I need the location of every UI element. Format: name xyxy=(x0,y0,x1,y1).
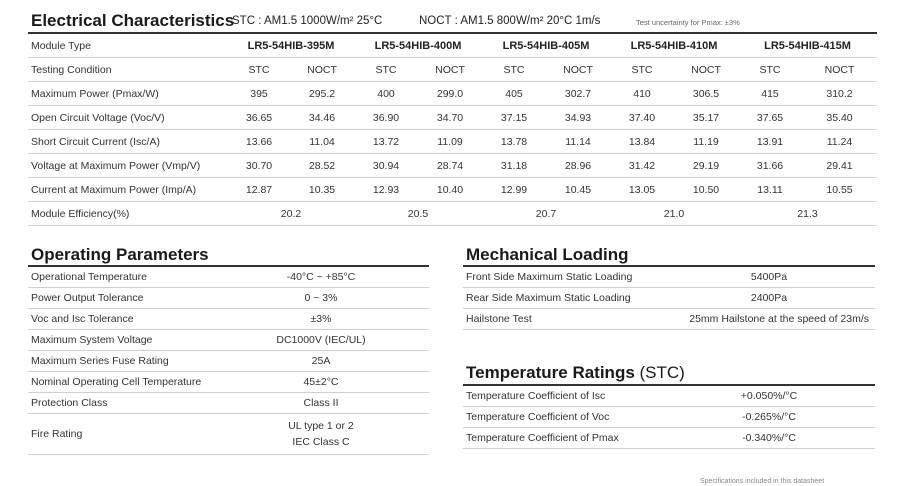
cell-value: 11.19 xyxy=(674,130,738,154)
cell-value: 34.70 xyxy=(418,106,482,130)
cell-value: 28.52 xyxy=(290,154,354,178)
model-name: LR5-54HIB-400M xyxy=(354,33,482,58)
noct-header: NOCT xyxy=(546,58,610,82)
model-name: LR5-54HIB-415M xyxy=(738,33,877,58)
cell-value: 30.94 xyxy=(354,154,418,178)
stc-header: STC xyxy=(610,58,674,82)
noct-condition: NOCT : AM1.5 800W/m² 20°C 1m/s xyxy=(419,15,601,27)
electrical-table xyxy=(28,32,877,226)
table-row xyxy=(28,178,877,202)
temperature-title-suffix: (STC) xyxy=(639,363,685,382)
cell-value: 12.87 xyxy=(228,178,290,202)
cell-value: 13.72 xyxy=(354,130,418,154)
cell-value: 13.11 xyxy=(738,178,802,202)
cell-value: 10.35 xyxy=(290,178,354,202)
footer-note: Specifications included in this datasheet xyxy=(700,478,825,485)
cell-value: 295.2 xyxy=(290,82,354,106)
cell-value: 10.40 xyxy=(418,178,482,202)
cell-value: 35.40 xyxy=(802,106,877,130)
stc-header: STC xyxy=(228,58,290,82)
cell-value: 35.17 xyxy=(674,106,738,130)
table-row xyxy=(28,82,877,106)
cell-value: 36.90 xyxy=(354,106,418,130)
cell-value: 10.45 xyxy=(546,178,610,202)
cell-value: 37.65 xyxy=(738,106,802,130)
row-label: Power Output Tolerance xyxy=(28,288,213,309)
row-value: -40°C ~ +85°C xyxy=(213,266,429,288)
fire-rating-row xyxy=(28,414,429,455)
table-row xyxy=(28,266,429,288)
cell-value: 12.99 xyxy=(482,178,546,202)
table-row xyxy=(463,309,875,330)
noct-header: NOCT xyxy=(674,58,738,82)
cell-value: 29.19 xyxy=(674,154,738,178)
row-label: Temperature Coefficient of Voc xyxy=(463,407,663,428)
cell-value: 13.05 xyxy=(610,178,674,202)
table-row xyxy=(28,330,429,351)
cell-value: 410 xyxy=(610,82,674,106)
cell-value: 31.42 xyxy=(610,154,674,178)
cell-value: 29.41 xyxy=(802,154,877,178)
row-label: Maximum Series Fuse Rating xyxy=(28,351,213,372)
row-label: Protection Class xyxy=(28,393,213,414)
noct-header: NOCT xyxy=(802,58,877,82)
cell-value: 34.46 xyxy=(290,106,354,130)
operating-title: Operating Parameters xyxy=(31,245,209,264)
testing-condition-row xyxy=(28,58,877,82)
row-label: Current at Maximum Power (Imp/A) xyxy=(28,178,228,202)
table-row xyxy=(463,428,875,449)
row-label: Maximum System Voltage xyxy=(28,330,213,351)
table-row xyxy=(28,393,429,414)
cell-value: 36.65 xyxy=(228,106,290,130)
row-label: Open Circuit Voltage (Voc/V) xyxy=(28,106,228,130)
row-label: Operational Temperature xyxy=(28,266,213,288)
table-row xyxy=(28,130,877,154)
row-value: 2400Pa xyxy=(663,288,875,309)
testing-condition-label: Testing Condition xyxy=(28,58,228,82)
efficiency-value: 20.7 xyxy=(482,202,610,226)
cell-value: 28.96 xyxy=(546,154,610,178)
row-value: DC1000V (IEC/UL) xyxy=(213,330,429,351)
row-value: ±3% xyxy=(213,309,429,330)
table-row xyxy=(28,106,877,130)
efficiency-value: 21.3 xyxy=(738,202,877,226)
cell-value: 11.09 xyxy=(418,130,482,154)
cell-value: 11.14 xyxy=(546,130,610,154)
fire-rating-line: IEC Class C xyxy=(292,436,350,448)
cell-value: 310.2 xyxy=(802,82,877,106)
row-value: -0.340%/°C xyxy=(663,428,875,449)
fire-rating-label: Fire Rating xyxy=(28,414,213,455)
cell-value: 13.91 xyxy=(738,130,802,154)
table-row xyxy=(463,407,875,428)
row-label: Short Circuit Current (Isc/A) xyxy=(28,130,228,154)
stc-header: STC xyxy=(354,58,418,82)
row-value: 45±2°C xyxy=(213,372,429,393)
row-value: 25A xyxy=(213,351,429,372)
cell-value: 11.04 xyxy=(290,130,354,154)
cell-value: 37.40 xyxy=(610,106,674,130)
table-row xyxy=(28,351,429,372)
efficiency-value: 21.0 xyxy=(610,202,738,226)
cell-value: 415 xyxy=(738,82,802,106)
cell-value: 13.66 xyxy=(228,130,290,154)
row-label: Hailstone Test xyxy=(463,309,663,330)
cell-value: 13.84 xyxy=(610,130,674,154)
efficiency-row xyxy=(28,202,877,226)
model-row xyxy=(28,33,877,58)
table-row xyxy=(28,154,877,178)
row-value: -0.265%/°C xyxy=(663,407,875,428)
row-label: Maximum Power (Pmax/W) xyxy=(28,82,228,106)
model-name: LR5-54HIB-405M xyxy=(482,33,610,58)
cell-value: 306.5 xyxy=(674,82,738,106)
row-value: +0.050%/°C xyxy=(663,385,875,407)
model-name: LR5-54HIB-410M xyxy=(610,33,738,58)
stc-header: STC xyxy=(482,58,546,82)
cell-value: 10.50 xyxy=(674,178,738,202)
cell-value: 400 xyxy=(354,82,418,106)
cell-value: 10.55 xyxy=(802,178,877,202)
cell-value: 28.74 xyxy=(418,154,482,178)
cell-value: 37.15 xyxy=(482,106,546,130)
row-value: 0 ~ 3% xyxy=(213,288,429,309)
stc-header: STC xyxy=(738,58,802,82)
temperature-table xyxy=(463,384,875,449)
temperature-title-text: Temperature Ratings xyxy=(466,363,635,382)
test-uncertainty-note: Test uncertainty for Pmax: ±3% xyxy=(636,18,740,27)
stc-condition: STC : AM1.5 1000W/m² 25°C xyxy=(232,15,383,27)
cell-value: 30.70 xyxy=(228,154,290,178)
noct-header: NOCT xyxy=(290,58,354,82)
fire-rating-line: UL type 1 or 2 xyxy=(288,420,354,432)
row-label: Temperature Coefficient of Pmax xyxy=(463,428,663,449)
row-value: 5400Pa xyxy=(663,266,875,288)
row-label: Nominal Operating Cell Temperature xyxy=(28,372,213,393)
mechanical-table xyxy=(463,265,875,330)
cell-value: 395 xyxy=(228,82,290,106)
table-row xyxy=(463,385,875,407)
table-row xyxy=(28,288,429,309)
temperature-title xyxy=(466,363,685,383)
cell-value: 302.7 xyxy=(546,82,610,106)
module-type-label: Module Type xyxy=(28,33,228,58)
mechanical-title: Mechanical Loading xyxy=(466,245,629,264)
row-label: Voltage at Maximum Power (Vmp/V) xyxy=(28,154,228,178)
cell-value: 405 xyxy=(482,82,546,106)
row-value: Class II xyxy=(213,393,429,414)
row-label: Front Side Maximum Static Loading xyxy=(463,266,663,288)
cell-value: 12.93 xyxy=(354,178,418,202)
table-row xyxy=(463,288,875,309)
noct-header: NOCT xyxy=(418,58,482,82)
efficiency-label: Module Efficiency(%) xyxy=(28,202,228,226)
efficiency-value: 20.5 xyxy=(354,202,482,226)
row-label: Voc and Isc Tolerance xyxy=(28,309,213,330)
table-row xyxy=(463,266,875,288)
electrical-title: Electrical Characteristics xyxy=(31,11,235,30)
cell-value: 299.0 xyxy=(418,82,482,106)
efficiency-value: 20.2 xyxy=(228,202,354,226)
model-name: LR5-54HIB-395M xyxy=(228,33,354,58)
table-row xyxy=(28,309,429,330)
row-label: Rear Side Maximum Static Loading xyxy=(463,288,663,309)
row-label: Temperature Coefficient of Isc xyxy=(463,385,663,407)
cell-value: 31.18 xyxy=(482,154,546,178)
cell-value: 13.78 xyxy=(482,130,546,154)
operating-table xyxy=(28,265,429,455)
table-row xyxy=(28,372,429,393)
row-value: 25mm Hailstone at the speed of 23m/s xyxy=(663,309,875,330)
fire-rating-value xyxy=(213,414,429,455)
cell-value: 34.93 xyxy=(546,106,610,130)
cell-value: 31.66 xyxy=(738,154,802,178)
cell-value: 11.24 xyxy=(802,130,877,154)
